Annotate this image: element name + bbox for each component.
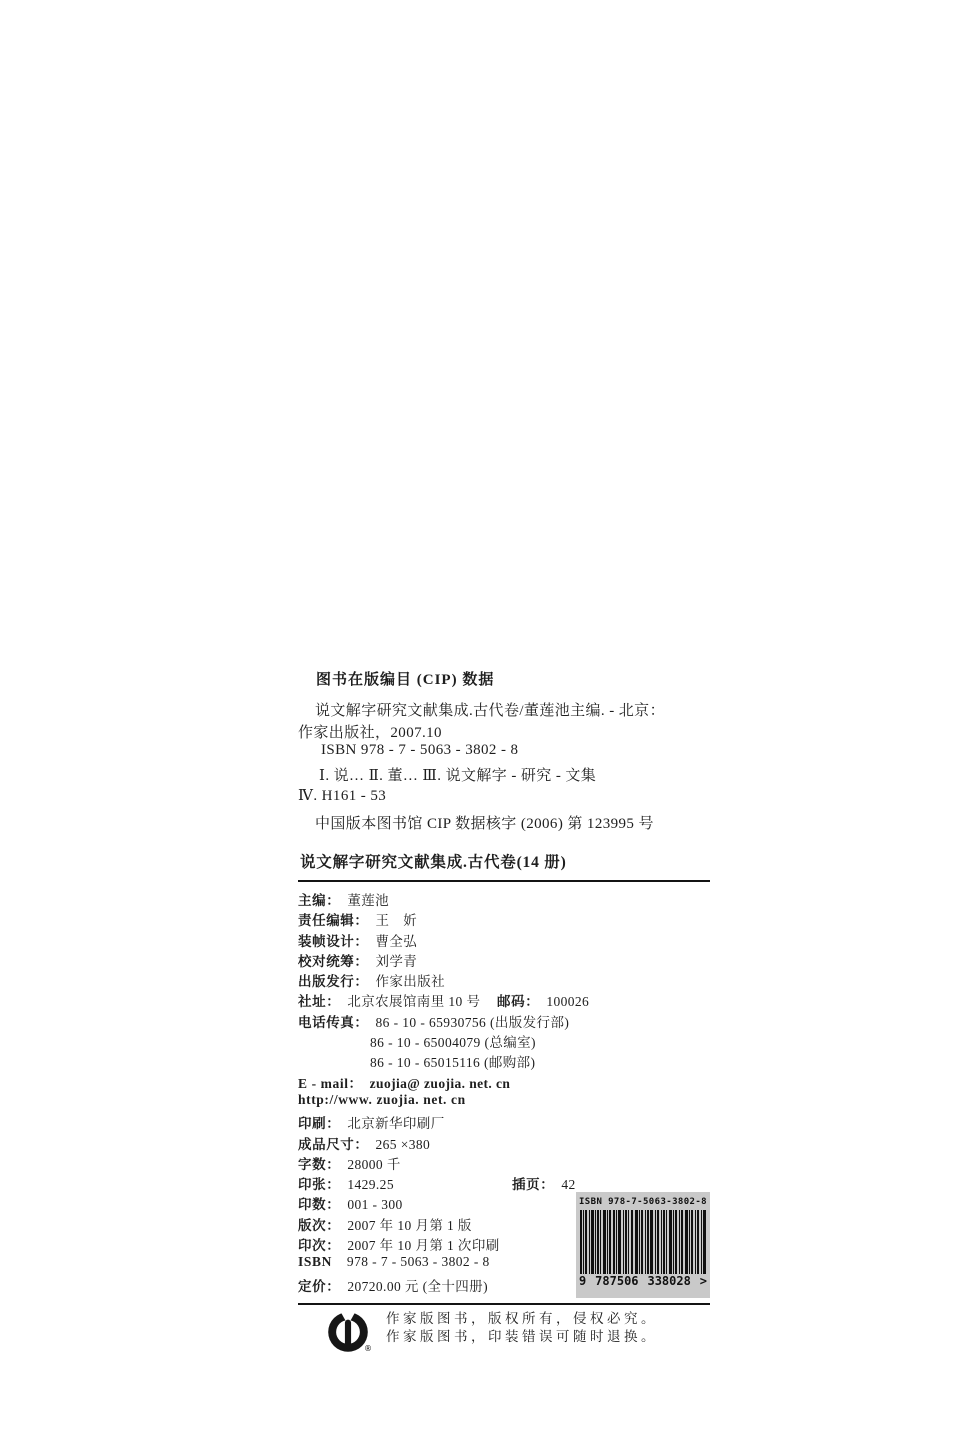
row-value: 1429.25 [347,1177,394,1193]
row-value: 董莲池 [347,893,390,908]
row-phone-fax-2 [298,1031,710,1051]
row-word-count [298,1153,710,1173]
row-label: 社址： [298,994,341,1010]
row-value: 265 ×380 [375,1136,431,1152]
row-email [298,1072,710,1092]
inserts-column [512,1173,576,1193]
barcode-arrow: > [699,1274,707,1288]
row-value: 28000 千 [347,1156,401,1172]
row-value: 100026 [546,994,590,1010]
row-printer [298,1112,710,1132]
title-divider-rule [298,880,710,882]
registered-trademark-symbol: ® [364,1344,372,1353]
copyright-notice [386,1310,658,1345]
row-responsible-editor [298,909,710,929]
row-phone-fax-3 [298,1051,710,1071]
row-label: 主编： [298,893,341,908]
row-chief-editor [298,889,710,909]
row-sheets [298,1173,710,1193]
row-label: 印次： [298,1238,341,1254]
row-value: 作家出版社 [375,974,445,990]
copyright-line-2: 作家版图书，印装错误可随时退换。 [386,1328,658,1344]
isbn-barcode [576,1192,710,1298]
cip-title-line2: 作家出版社，2007.10 [298,725,442,741]
row-value: 978 - 7 - 5063 - 3802 - 8 [346,1254,490,1270]
row-label: 印数： [298,1197,341,1213]
cip-record-number: 中国版本图书馆 CIP 数据核字 (2006) 第 123995 号 [315,816,654,832]
barcode-digit-group: 338028 [647,1274,691,1288]
row-value: 北京农展馆南里 10 号 [347,994,481,1010]
row-label: 校对统筹： [298,953,369,969]
row-trim-size [298,1133,710,1153]
row-value: 86 - 10 - 65004079 (总编室) [370,1035,536,1051]
row-label: 装帧设计： [298,933,369,949]
barcode-digit-group: 9 [579,1274,587,1288]
row-label: 版次： [298,1217,341,1233]
postcode-column [497,990,589,1010]
row-value: 86 - 10 - 65015116 (邮购部) [370,1055,536,1071]
row-label: 印张： [298,1177,341,1193]
row-label: 电话传真： [298,1014,369,1030]
row-value: 2007 年 10 月第 1 次印刷 [347,1238,500,1254]
row-label: 字数： [298,1156,341,1172]
row-label: 成品尺寸： [298,1136,369,1152]
row-label: E - mail： [298,1075,363,1091]
row-value: 王 妡 [375,913,418,929]
copyright-line-1: 作家版图书，版权所有，侵权必究。 [386,1311,658,1326]
barcode-digits [576,1274,710,1288]
cip-classification-line2: Ⅳ. H161 - 53 [298,788,387,804]
colophon-sheet [298,660,710,1370]
row-value: 刘学青 [375,953,418,969]
row-binding-design [298,930,710,950]
book-title: 说文解字研究文献集成.古代卷(14 册) [300,854,567,871]
row-website [298,1092,710,1112]
row-label: 出版发行： [298,974,369,990]
row-value: 2007 年 10 月第 1 版 [347,1217,472,1233]
row-label: 责任编辑： [298,913,369,929]
row-value: 86 - 10 - 65930756 (出版发行部) [375,1014,570,1030]
row-value: 20720.00 元 (全十四册) [347,1278,488,1294]
row-value: 001 - 300 [347,1197,403,1213]
footer-divider-rule [298,1303,710,1305]
row-value: 42 [561,1177,576,1193]
row-phone-fax [298,1011,710,1031]
row-publisher [298,970,710,990]
row-label: 定价： [298,1278,341,1294]
row-label: 邮码： [497,994,540,1010]
barcode-isbn-text: ISBN 978-7-5063-3802-8 [578,1197,707,1207]
cip-title-line1: 说文解字研究文献集成.古代卷/董莲池主编. - 北京： [315,703,665,719]
row-proofreading [298,950,710,970]
barcode-bars [580,1210,706,1274]
cip-isbn-line: ISBN 978 - 7 - 5063 - 3802 - 8 [321,742,519,758]
row-value: 曹全弘 [375,933,418,949]
row-value: zuojia@ zuojia. net. cn [369,1075,511,1091]
row-label: http://www. zuojia. net. cn [298,1091,466,1107]
cip-classification-line1: Ⅰ. 说… Ⅱ. 董… Ⅲ. 说文解字 - 研究 - 文集 [319,768,597,784]
row-address [298,990,710,1010]
row-label: 插页： [512,1177,555,1193]
row-label: ISBN [298,1254,332,1270]
row-value: 北京新华印刷厂 [347,1116,445,1132]
cip-header: 图书在版编目 (CIP) 数据 [316,672,495,688]
barcode-digit-group: 787506 [595,1274,639,1288]
row-label: 印刷： [298,1116,341,1132]
